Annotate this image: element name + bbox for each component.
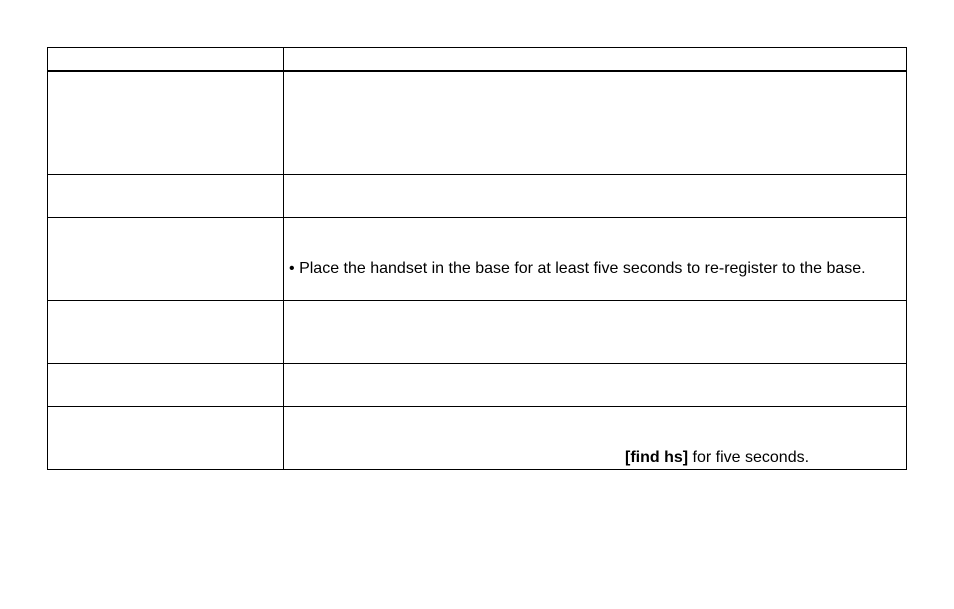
table-row	[48, 71, 907, 174]
problem-cell	[48, 363, 284, 406]
table-row	[48, 300, 907, 363]
table-row	[48, 406, 907, 469]
solution-cell	[284, 406, 907, 469]
solution-bullet-item	[289, 260, 866, 278]
header-cell-solution	[284, 48, 907, 72]
table-header-row	[48, 48, 907, 72]
solution-cell	[284, 174, 907, 217]
problem-cell	[48, 300, 284, 363]
find-hs-instruction	[625, 449, 809, 467]
problem-cell	[48, 406, 284, 469]
table-row	[48, 363, 907, 406]
solution-cell	[284, 300, 907, 363]
header-cell-problem	[48, 48, 284, 72]
solution-cell	[284, 217, 907, 300]
table-row	[48, 174, 907, 217]
table-row	[48, 217, 907, 300]
solution-cell	[284, 363, 907, 406]
problem-cell	[48, 71, 284, 174]
problem-cell	[48, 217, 284, 300]
bullet-text: Place the handset in the base for at least five seconds to re-register to the base.	[299, 259, 866, 277]
solution-cell	[284, 71, 907, 174]
troubleshooting-table	[47, 47, 907, 470]
find-hs-key-label: [find hs]	[625, 448, 689, 466]
bullet-glyph: •	[289, 259, 295, 277]
problem-cell	[48, 174, 284, 217]
find-hs-text: for five seconds.	[692, 448, 810, 466]
